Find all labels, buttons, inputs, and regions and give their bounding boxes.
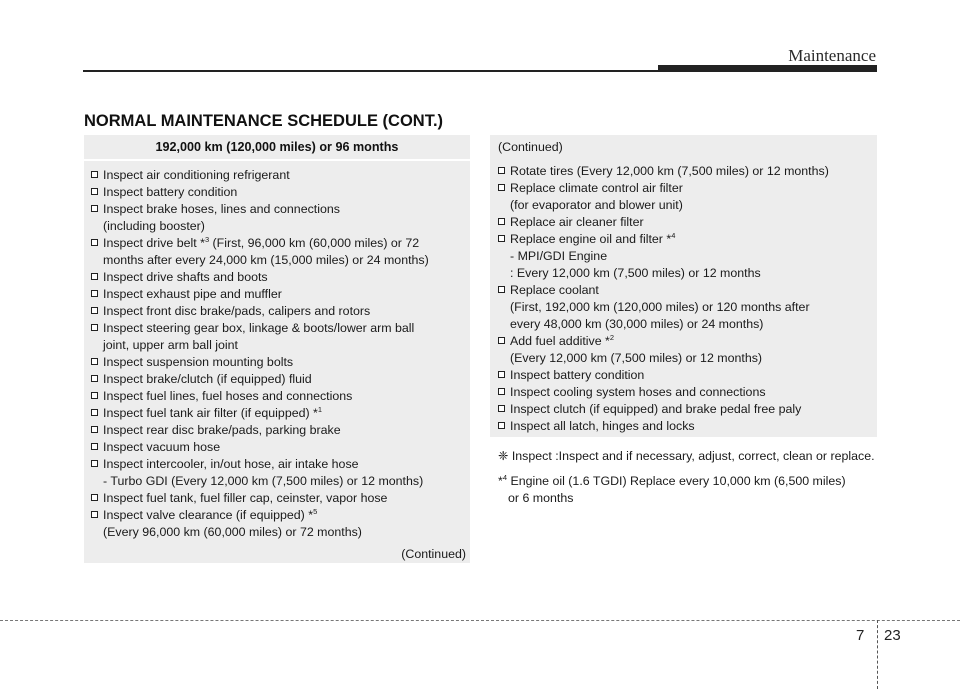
footnote-marker: 1 [317, 405, 323, 414]
footer-dashed-divider [877, 620, 878, 689]
footnote-marker: 2 [609, 333, 615, 342]
checklist-item [91, 388, 466, 405]
footer-dashed-rule [0, 620, 960, 621]
checklist-item-text-after: (First, 96,000 km (60,000 miles) or 72 [209, 236, 420, 250]
checklist-item [91, 286, 466, 303]
checkbox-icon [91, 392, 98, 399]
engine-oil-note [498, 473, 877, 507]
checklist-item-text: Inspect suspension mounting bolts [103, 355, 294, 369]
checkbox-icon [91, 324, 98, 331]
checklist-item [498, 180, 869, 214]
checklist-item [498, 418, 869, 435]
checkbox-icon [91, 460, 98, 467]
checklist-item-detail: - MPI/GDI Engine [510, 249, 608, 263]
checklist-item [498, 163, 869, 180]
checklist-item [91, 303, 466, 320]
checkbox-icon [498, 405, 505, 412]
header-rule-thin [83, 70, 660, 72]
checkbox-icon [91, 494, 98, 501]
engine-oil-note-line2: or 6 months [508, 491, 574, 505]
checkbox-icon [498, 388, 505, 395]
checklist-item-detail: months after every 24,000 km (15,000 miles) or 24 months) [103, 253, 429, 267]
checkbox-icon [91, 171, 98, 178]
checklist-item-text: Inspect cooling system hoses and connections [510, 385, 766, 399]
checklist-item [498, 367, 869, 384]
checkbox-icon [498, 286, 505, 293]
checkbox-icon [498, 167, 505, 174]
checklist-item-text: Inspect vacuum hose [103, 440, 221, 454]
checkbox-icon [91, 511, 98, 518]
checklist-item-text: Inspect clutch (if equipped) and brake pedal free paly [510, 402, 802, 416]
checklist-item-text: Inspect rear disc brake/pads, parking brake [103, 423, 341, 437]
checkbox-icon [91, 409, 98, 416]
checkbox-icon [498, 218, 505, 225]
left-checklist [84, 161, 470, 541]
checklist-item [498, 282, 869, 333]
checklist-item-detail: (Every 12,000 km (7,500 miles) or 12 months) [510, 351, 763, 365]
checklist-item-detail: - Turbo GDI (Every 12,000 km (7,500 miles) or 12 months) [103, 474, 424, 488]
checklist-item [91, 184, 466, 201]
checklist-item-text: Rotate tires (Every 12,000 km (7,500 miles) or 12 months) [510, 164, 829, 178]
checklist-item-detail: (including booster) [103, 219, 205, 233]
checklist-item [91, 235, 466, 269]
checklist-item-detail: every 48,000 km (30,000 miles) or 24 months) [510, 317, 764, 331]
engine-oil-note-sup: 4 [502, 473, 507, 482]
checklist-item [498, 231, 869, 282]
engine-oil-note-marker: * [498, 474, 503, 488]
checklist-item-text: Inspect battery condition [510, 368, 645, 382]
checklist-item-text: Inspect brake/clutch (if equipped) fluid [103, 372, 312, 386]
checklist-item [91, 439, 466, 456]
checklist-item-text: Inspect fuel tank air filter (if equipped) * [103, 406, 318, 420]
checklist-item-text: Inspect steering gear box, linkage & boots/lower arm ball [103, 321, 415, 335]
checklist-item-text: Inspect all latch, hinges and locks [510, 419, 695, 433]
inspect-note-label: ❈ Inspect : [498, 449, 559, 463]
checklist-item [498, 214, 869, 231]
checklist-item-text: Replace engine oil and filter * [510, 232, 672, 246]
checklist-item-text: Inspect drive belt * [103, 236, 205, 250]
checklist-item [498, 333, 869, 367]
section-title: NORMAL MAINTENANCE SCHEDULE (CONT.) [84, 112, 444, 130]
checklist-item-detail: (Every 96,000 km (60,000 miles) or 72 months) [103, 525, 362, 539]
checklist-item [91, 320, 466, 354]
checkbox-icon [91, 239, 98, 246]
header-title: Maintenance [788, 46, 876, 65]
interval-heading: 192,000 km (120,000 miles) or 96 months [84, 135, 470, 161]
schedule-left-column [84, 135, 470, 563]
checklist-item [498, 401, 869, 418]
footnote-marker: 3 [204, 235, 210, 244]
checklist-item [91, 354, 466, 371]
checklist-item-detail: : Every 12,000 km (7,500 miles) or 12 months [510, 266, 761, 280]
checklist-item-detail: (for evaporator and blower unit) [510, 198, 683, 212]
checklist-item-text: Add fuel additive * [510, 334, 610, 348]
checkbox-icon [91, 205, 98, 212]
engine-oil-note-line1: Engine oil (1.6 TGDI) Replace every 10,000 km (6,500 miles) [507, 474, 846, 488]
header-rule-thick [658, 65, 877, 72]
checklist-item [91, 456, 466, 490]
checkbox-icon [91, 307, 98, 314]
checklist-item [498, 384, 869, 401]
checkbox-icon [91, 443, 98, 450]
schedule-right-column [490, 135, 877, 437]
checklist-item [91, 405, 466, 422]
checkbox-icon [498, 337, 505, 344]
chapter-number: 7 [856, 627, 865, 644]
checkbox-icon [91, 273, 98, 280]
checklist-item [91, 507, 466, 541]
checklist-item [91, 422, 466, 439]
inspect-note [498, 448, 877, 465]
checkbox-icon [91, 290, 98, 297]
checklist-item [91, 371, 466, 388]
checklist-item-text: Inspect exhaust pipe and muffler [103, 287, 282, 301]
footnote-marker: 4 [671, 231, 676, 240]
continued-label-left: (Continued) [401, 547, 466, 561]
checklist-item-text: Inspect brake hoses, lines and connections [103, 202, 340, 216]
checklist-item [91, 490, 466, 507]
checkbox-icon [498, 184, 505, 191]
footnotes [498, 448, 877, 507]
checklist-item-text: Inspect fuel tank, fuel filler cap, ceinster, vapor hose [103, 491, 388, 505]
checklist-item-text: Inspect air conditioning refrigerant [103, 168, 290, 182]
checklist-item-text: Inspect intercooler, in/out hose, air intake hose [103, 457, 359, 471]
inspect-note-text: Inspect and if necessary, adjust, correct, clean or replace. [558, 449, 875, 463]
checklist-item-text: Inspect drive shafts and boots [103, 270, 268, 284]
checklist-item-detail: joint, upper arm ball joint [103, 338, 238, 352]
checkbox-icon [498, 371, 505, 378]
checklist-item-text: Inspect front disc brake/pads, calipers and rotors [103, 304, 371, 318]
checkbox-icon [91, 375, 98, 382]
checkbox-icon [91, 188, 98, 195]
checklist-item-text: Inspect valve clearance (if equipped) * [103, 508, 314, 522]
checkbox-icon [91, 426, 98, 433]
page-number: 23 [884, 627, 901, 644]
footnote-marker: 5 [313, 507, 318, 516]
checkbox-icon [498, 422, 505, 429]
checklist-item-text: Replace climate control air filter [510, 181, 683, 195]
checklist-item [91, 167, 466, 184]
continued-label-right: (Continued) [498, 140, 563, 154]
checkbox-icon [498, 235, 505, 242]
checklist-item-text: Inspect battery condition [103, 185, 238, 199]
checklist-item [91, 201, 466, 235]
checklist-item-text: Inspect fuel lines, fuel hoses and connections [103, 389, 353, 403]
right-checklist [498, 163, 869, 435]
checkbox-icon [91, 358, 98, 365]
checklist-item [91, 269, 466, 286]
checklist-item-text: Replace air cleaner filter [510, 215, 644, 229]
checklist-item-detail: (First, 192,000 km (120,000 miles) or 120 months after [510, 300, 810, 314]
checklist-item-text: Replace coolant [510, 283, 599, 297]
